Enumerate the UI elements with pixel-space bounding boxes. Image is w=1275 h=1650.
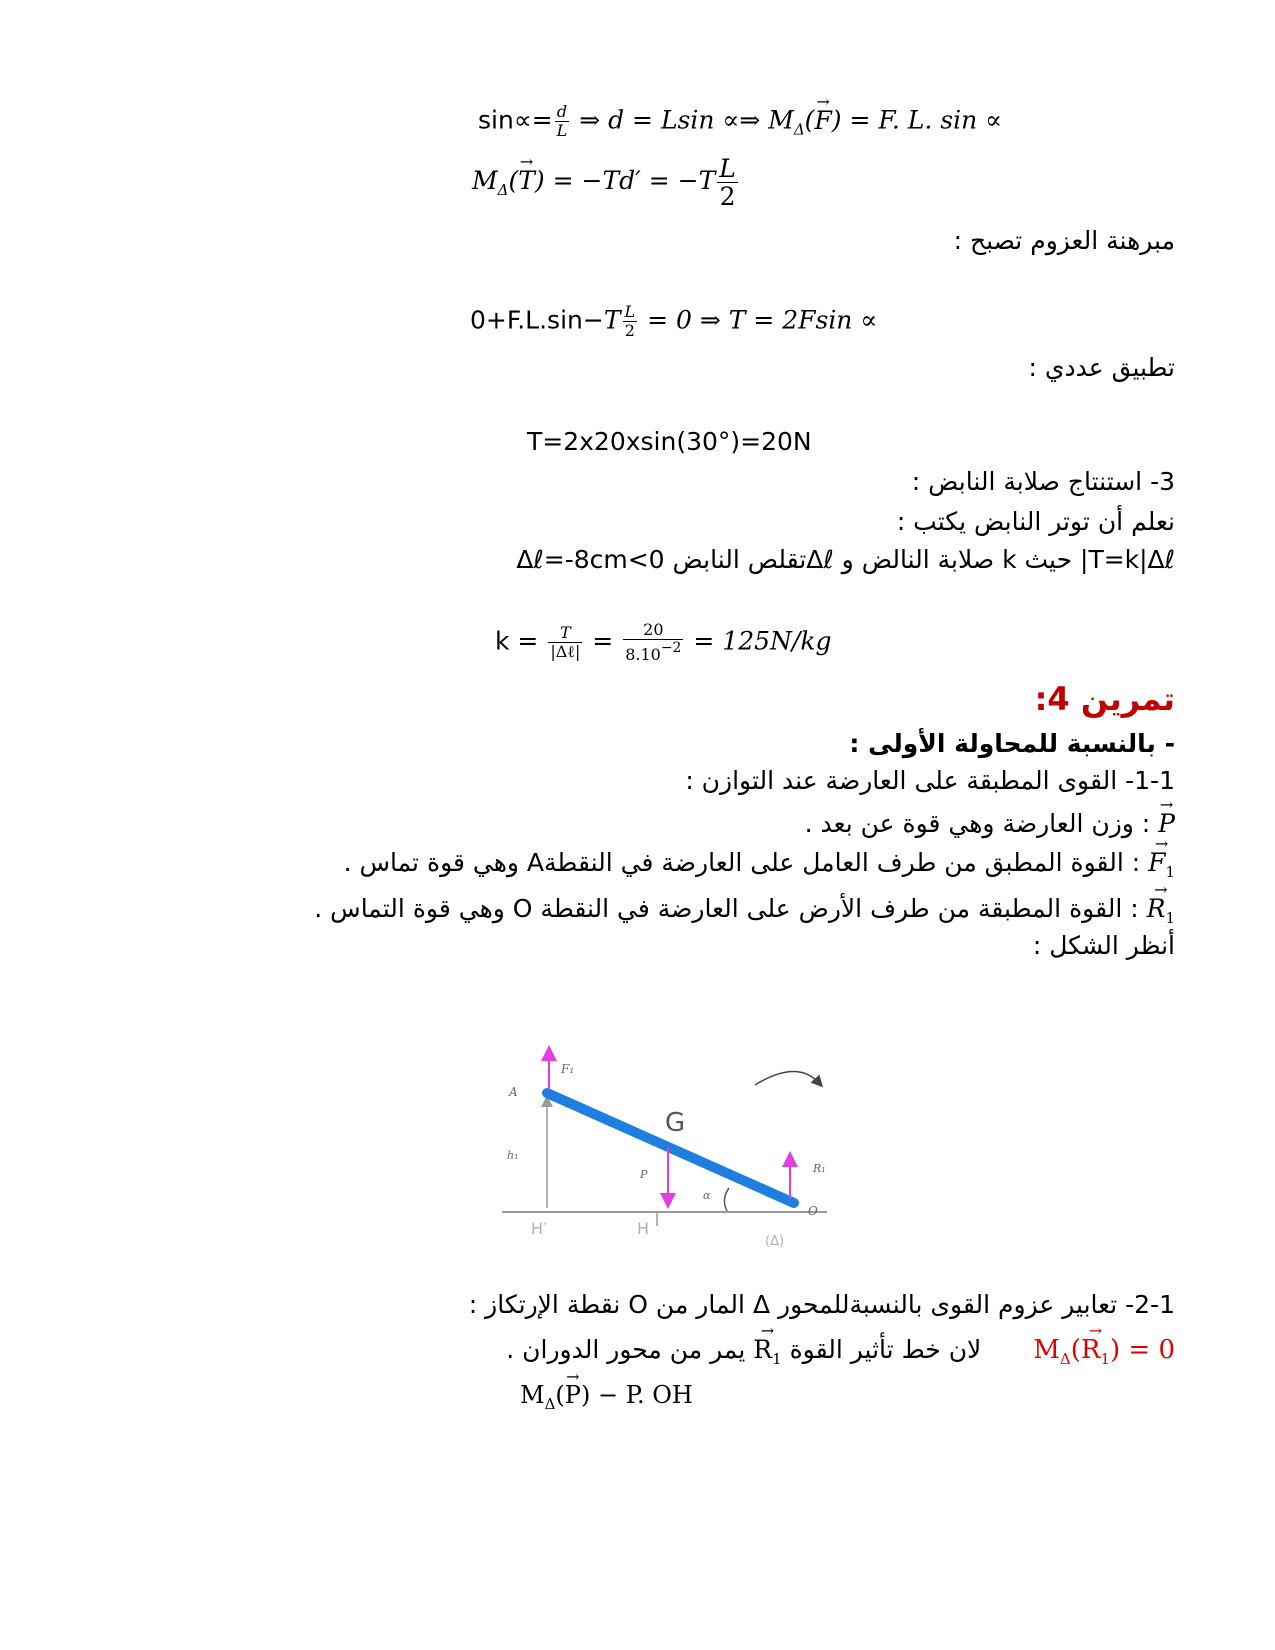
vector-T: → T — [518, 166, 535, 195]
alpha-arc — [724, 1188, 729, 1211]
moments-expressions-line: 2-1- تعابير عزوم القوى بالنسبةللمحور Δ المار من O نقطة الإرتكاز : — [468, 1290, 1175, 1319]
vector-R1: → $R_1$ — [1147, 894, 1175, 927]
deduce-stiffness-line: 3- استنتاج صلابة النابض : — [911, 467, 1175, 496]
label-H: H — [637, 1219, 650, 1238]
moments-theorem-line: مبرهنة العزوم تصبح : — [953, 226, 1175, 255]
eq1-rest2: = F. L. sin ∝ — [849, 105, 1003, 135]
vector-F1: → $F_1$ — [1148, 848, 1175, 881]
exercise-4-title: تمرين 4: — [1034, 680, 1175, 718]
eq1-prefix: sin∝= — [478, 105, 553, 135]
spring-tension-line: نعلم أن توتر النابض يكتب : — [896, 507, 1175, 536]
label-A: A — [509, 1085, 518, 1099]
label-h1: h₁ — [507, 1149, 519, 1162]
first-attempt-heading: - بالنسبة للمحاولة الأولى : — [849, 729, 1175, 758]
label-P: P — [640, 1168, 648, 1181]
beam-figure — [497, 1033, 842, 1255]
label-alpha: α — [703, 1189, 711, 1202]
rotation-arrow — [755, 1071, 819, 1085]
label-delta: (Δ) — [765, 1234, 785, 1249]
eq5-fraction1: $\frac{T}{\text{|Δℓ|}}$ — [550, 623, 581, 661]
eq2-fraction: $\frac{L}{2}$ — [719, 154, 736, 211]
vector-P: → P — [1158, 809, 1175, 838]
equation-sin-alpha: sin∝= $\frac{d}{L}$ ⇒ d = Lsin ∝⇒ $M_\Delta(\to F) = F$. L. sin ∝ — [478, 104, 1002, 139]
label-O: O — [808, 1204, 818, 1218]
vector-R1-inline: → $R_1$ — [753, 1335, 781, 1368]
forces-at-equilibrium-line: 1-1- القوى المطبقة على العارضة عند التوازن : — [685, 766, 1175, 795]
moment-R1-explain-pre: لان خط تأثير القوة — [789, 1335, 982, 1364]
moment-P-equation: $M_\Delta(\to P) - P$. OH — [520, 1381, 693, 1413]
moment-R1-explain-post: يمر من محور الدوران . — [506, 1335, 746, 1364]
moment-R1-row — [506, 1335, 1175, 1368]
equation-moment-T: $M_\Delta(\to T) = -Td' = -T$ $\frac{L}{2}$ — [472, 156, 740, 209]
moment-R1-equation: $M_\Delta(\to R_1) = 0$ — [1033, 1335, 1175, 1368]
label-G: G — [665, 1108, 686, 1138]
force-R1-line: → $R_1$ : القوة المطبقة من طرف الأرض على العارضة في النقطة O وهي قوة التماس . — [314, 894, 1175, 927]
label-H-prime: H′ — [531, 1219, 547, 1238]
eq1-rest1: ⇒ d = Lsin ∝⇒ M — [579, 105, 794, 135]
see-figure-line: أنظر الشكل : — [1032, 931, 1175, 960]
numeric-application-line: تطبيق عددي : — [1028, 353, 1175, 382]
force-F1-line: → $F_1$ : القوة المطبق من طرف العامل على العارضة في النقطةA وهي قوة تماس . — [344, 848, 1175, 881]
force-P-line: → P : وزن العارضة وهي قوة عن بعد . — [805, 809, 1175, 838]
eq5-fraction2: $\frac{20}{8.10-2}$ — [625, 620, 682, 664]
eq1-fraction: $\frac{d}{L}$ — [556, 102, 568, 140]
vector-F: → F — [814, 106, 831, 135]
equation-k: k = $\frac{T}{\text{|Δℓ|}}$ = $\frac{20}{8.10-2}$ = 125N/kg — [495, 620, 832, 664]
equation-T-value: T=2x20xsin(30°)=20N — [527, 427, 812, 456]
equation-equilibrium: 0+F.L.sin−T $\frac{L}{2}$ = 0 ⇒ T = 2Fsin ∝ — [470, 302, 878, 340]
hooke-law-line: T=k|Δℓ| حيث k صلابة النالض و Δℓتقلص النابض Δℓ=-8cm<0 — [516, 545, 1175, 574]
label-F1: F₁ — [561, 1062, 575, 1076]
eq3-fraction: $\frac{L}{2}$ — [624, 302, 636, 340]
label-R1: R₁ — [813, 1162, 826, 1175]
